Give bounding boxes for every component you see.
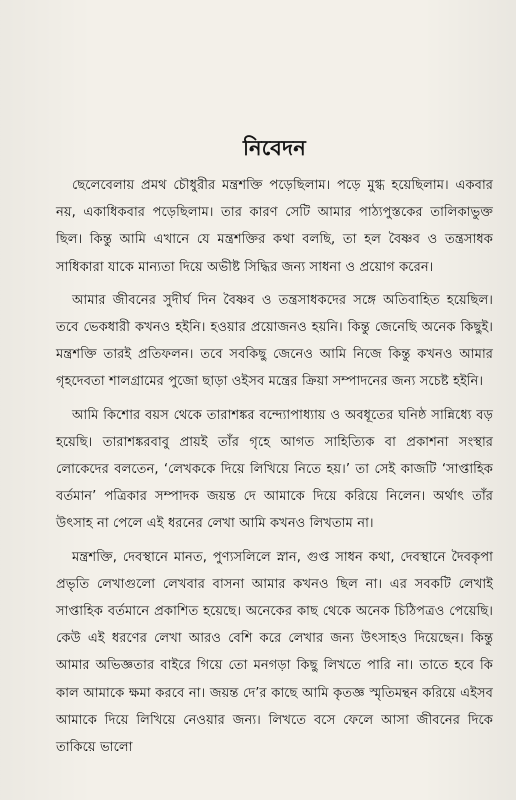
page-title: নিবেদন [242,136,307,160]
paragraph-1: ছেলেবেলায় প্রমথ চৌধুরীর মন্ত্রশক্তি পড়েছিলাম। পড়ে মুগ্ধ হয়েছিলাম। একবার নয়, একাধিকবার পড়েছিলাম। তার কারণ সেটি আমার পাঠ্যপুস্তকের তালিকাভুক্ত ছিল। কিন্তু আমি এখানে যে মন্ত্রশক্তির কথা বলছি, তা হল বৈষ্ণব ও তন্ত্রসাধক সাধিকারা যাকে মান্যতা দিয়ে অভীষ্ট সিদ্ধির জন্য সাধনা ও প্রয়োগ করেন। [56,178,493,275]
paragraph-4: মন্ত্রশক্তি, দেবস্থানে মানত, পুণ্যসলিলে স্নান, গুপ্ত সাধন কথা, দেবস্থানে দৈবকৃপা প্রভৃতি লেখাগুলো লেখবার বাসনা আমার কখনও ছিল না। এর সবকটি লেখাই সাপ্তাহিক বর্তমানে প্রকাশিত হয়েছে। অনেকের কাছ থেকে অনেক চিঠিপত্রও পেয়েছি। কেউ এই ধরণের লেখা আরও বেশি করে লেখার জন্য উৎসাহও দিয়েছেন। কিন্তু আমার অভিজ্ঞতার বাইরে গিয়ে তো মনগড়া কিছু লিখতে পারি না। তাতে হবে কি কাল আমাকে ক্ষমা করবে না। জয়ন্ত দে’র কাছে আমি কৃতজ্ঞ স্মৃতিমন্থন করিয়ে এইসব আমাকে দিয়ে লিখিয়ে নেওয়ার জন্য। লিখতে বসে ফেলে আসা জীবনের দিকে তাকিয়ে ভালো [56,549,493,756]
page-content [56,134,493,767]
paragraph-3: আমি কিশোর বয়স থেকে তারাশঙ্কর বন্দ্যোপাধ্যায় ও অবধূতের ঘনিষ্ঠ সান্নিধ্যে বড় হয়েছি। তারাশঙ্করবাবু প্রায়ই তাঁর গৃহে আগত সাহিত্যিক বা প্রকাশনা সংস্থার লোকেদের বলতেন, ‘লেখককে দিয়ে লিখিয়ে নিতে হয়।’ তা সেই কাজটি ‘সাপ্তাহিক বর্তমান’ পত্রিকার সম্পাদক জয়ন্ত দে আমাকে দিয়ে করিয়ে নিলেন। অর্থাৎ তাঁর উৎসাহ না পেলে এই ধরনের লেখা আমি কখনও লিখতাম না। [56,407,493,532]
paragraph-2: আমার জীবনের সুদীর্ঘ দিন বৈষ্ণব ও তন্ত্রসাধকদের সঙ্গে অতিবাহিত হয়েছিল। তবে ভেকধারী কখনও হইনি। হওয়ার প্রয়োজনও হয়নি। কিন্তু জেনেছি অনেক কিছুই। মন্ত্রশক্তি তারই প্রতিফলন। তবে সবকিছু জেনেও আমি নিজে কিন্তু কখনও আমার গৃহদেবতা শালগ্রামের পুজো ছাড়া ওইসব মন্ত্রের ক্রিয়া সম্পাদনের জন্য সচেষ্ট হইনি। [56,292,493,390]
